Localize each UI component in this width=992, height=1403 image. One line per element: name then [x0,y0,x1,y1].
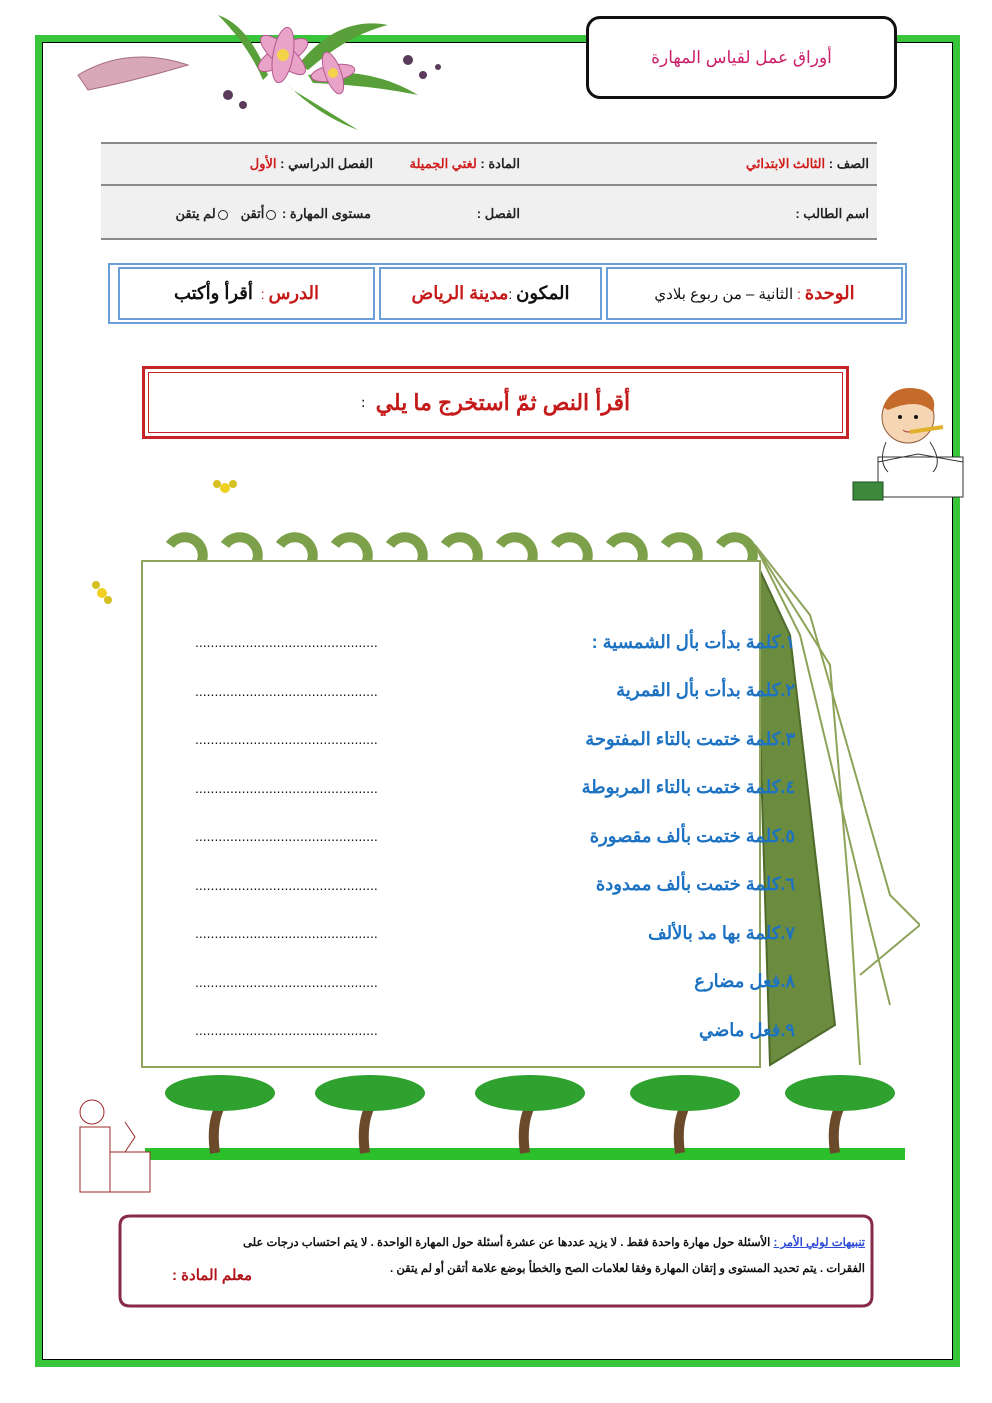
option-not-mastered-label: لم يتقن [175,206,216,221]
class-field[interactable] [477,206,520,222]
grade-value: الثالث الابتدائي [745,156,826,171]
question-text [592,632,795,653]
info-divider [101,184,877,186]
question-row [195,624,795,660]
question-number: ٩. [780,1019,795,1040]
answer-blank[interactable]: ............................................... [195,925,378,941]
answer-blank[interactable]: ............................................... [195,779,378,796]
question-row [195,673,795,709]
grade-label: الصف : [828,156,869,171]
teacher-signature-label: معلم المادة : [172,1267,253,1284]
term-value: الأول [249,156,277,171]
question-number: ٦. [780,874,795,894]
question-label: كلمة بدأت بأل القمرية [616,680,781,700]
question-row [195,770,795,806]
skill-level-label: مستوى المهارة : [281,206,371,221]
component-cell: المكون : مدينة الرياض [379,267,602,320]
subject-label: المادة : [480,156,520,171]
answer-blank[interactable]: ............................................... [195,973,378,990]
class-label: الفصل : [476,206,520,221]
student-name-label: اسم الطالب : [795,206,869,221]
unit-cell: الوحدة : الثانية – من ربوع بلادي [606,267,903,320]
term-field [250,156,373,172]
answer-blank[interactable]: ............................................... [195,828,378,844]
question-number: ٣. [780,728,795,749]
palm-trees-border [135,1068,910,1168]
question-label: كلمة ختمت بالتاء المربوطة [581,777,781,797]
question-text [596,874,795,895]
question-row [195,1012,795,1048]
notes-heading: تنبيهات لولي الأمر : [773,1237,865,1249]
term-label: الفصل الدراسي : [280,156,373,171]
radio-mastered[interactable] [266,210,276,220]
question-row [195,818,795,854]
unit-label: الوحدة [804,283,855,303]
question-label: كلمة بها مد بالألف [647,922,781,943]
question-label: كلمة ختمت بالتاء المفتوحة [585,728,781,749]
lesson-cell: الدرس : أقرأ وأكتب [118,267,375,320]
question-number: ٥. [780,825,795,846]
task-instruction-box [142,366,849,439]
question-label: كلمة بدأت بأل الشمسية : [591,631,781,652]
task-colon: : [360,394,366,411]
question-label: فعل ماضي [698,1019,781,1040]
question-number: ٨. [780,971,795,991]
subject-value: لغتي الجميلة [409,156,477,171]
unit-value: الثانية – من ربوع بلادي [654,285,794,303]
question-row [195,721,795,757]
unit-table [108,263,907,324]
worksheet-title: أوراق عمل لقياس المهارة [651,47,832,67]
lesson-value: أقرأ وأكتب [173,283,253,303]
task-instruction: أقرأ النص ثمّ أستخرج ما يلي [375,389,631,415]
question-row [195,867,795,903]
question-number: ٤. [780,777,795,797]
flower-decoration [210,476,240,500]
notes-line-1: الأسئلة حول مهارة واحدة فقط . لا يزيد عددها عن عشرة أسئلة حول المهارة الواحدة . لا يتم احتساب درجات على [243,1237,771,1249]
option-mastered-label: أتقن [240,206,265,221]
answer-blank[interactable]: ............................................... [195,682,378,699]
worksheet-title-box [586,16,897,99]
question-text [648,923,795,944]
lesson-label: الدرس [268,283,320,303]
notes-line-2: الفقرات . يتم تحديد المستوى و إتقان المهارة وفقا لعلامات الصح والخطأ بوضع علامة أتقن أو لم يتقن . [390,1263,865,1275]
question-text [699,1020,795,1041]
question-number: ٧. [780,922,795,943]
question-number: ٢. [780,680,795,700]
question-text [590,826,795,847]
subject-field [410,156,521,172]
question-text [582,777,795,798]
flower-decoration [90,578,114,608]
question-label: كلمة ختمت بألف ممدودة [595,874,781,894]
question-text [585,729,795,750]
component-label: المكون [516,283,570,303]
question-text [616,680,795,701]
answer-blank[interactable]: ............................................... [195,876,378,893]
answer-blank[interactable]: ............................................... [195,731,378,747]
answer-blank[interactable]: ............................................... [195,1022,378,1038]
question-row [195,964,795,1000]
student-name-field[interactable] [795,206,869,222]
skill-level-field [176,206,371,222]
question-label: فعل مضارع [694,971,781,991]
radio-not-mastered[interactable] [218,210,228,220]
answer-blank[interactable]: ............................................... [195,634,378,650]
student-info-table [101,142,877,240]
question-number: ١. [780,631,795,652]
grade-field [746,156,869,172]
component-value: مدينة الرياض [411,283,509,303]
floral-decoration [68,5,488,135]
question-text [694,971,795,992]
question-label: كلمة ختمت بألف مقصورة [589,825,781,846]
boy-reading-clipart [848,372,972,507]
question-row [195,915,795,951]
scientist-clipart [70,1092,160,1207]
